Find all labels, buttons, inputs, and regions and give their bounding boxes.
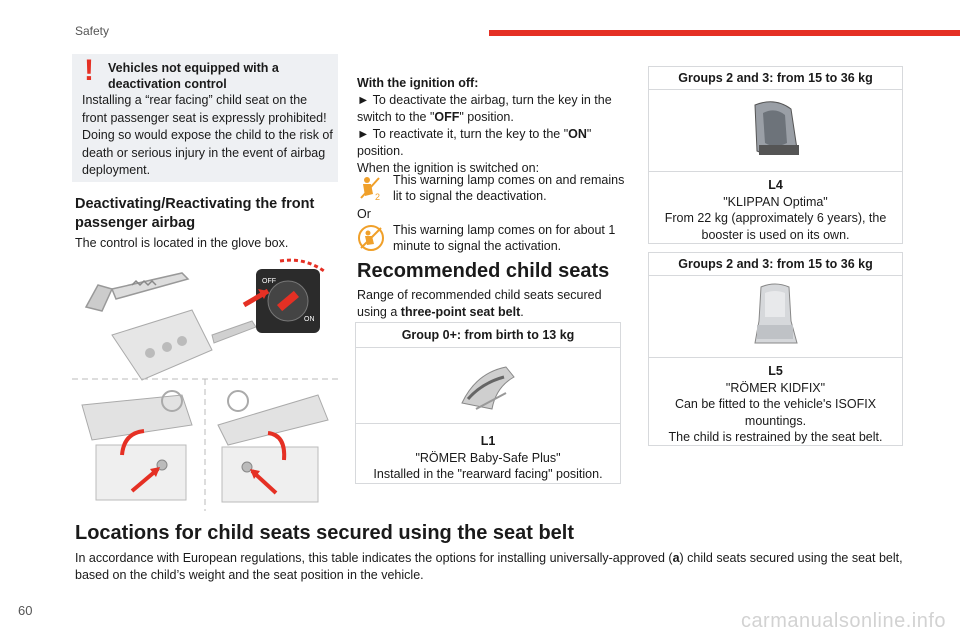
card-l5-code: L5 — [768, 364, 783, 378]
intro-text: using a — [357, 305, 401, 319]
svg-text:OFF: OFF — [262, 278, 276, 285]
or-text: Or — [357, 207, 371, 221]
key-fob-icon — [112, 310, 256, 380]
step1-line2 — [357, 109, 627, 126]
step2-line2: position. — [357, 144, 404, 158]
on-label: ON — [568, 127, 587, 141]
card-l1-desc: Installed in the "rearward facing" position. — [373, 467, 603, 481]
deactivating-heading-line1: Deactivating/Reactivating the front — [75, 196, 315, 212]
card-l4-text — [653, 177, 898, 243]
locations-heading: Locations for child seats secured using the seat belt — [75, 522, 575, 544]
step1-text-b: " position. — [459, 110, 514, 124]
glovebox-text: The control is located in the glove box. — [75, 236, 289, 250]
card-l1-name: "RÖMER Baby-Safe Plus" — [415, 450, 561, 465]
step2-text-b: " — [586, 127, 592, 141]
lamp1-text: This warning lamp comes on and remains lit to signal the deactivation. — [393, 173, 625, 203]
deactivating-heading — [75, 195, 314, 233]
ignition-on-text: When the ignition is switched on: — [357, 161, 540, 175]
card-l5-desc1: Can be fitted to the vehicle's ISOFIX mountings. — [674, 397, 877, 428]
locations-text-bold: a — [672, 551, 680, 565]
card-l5-group: Groups 2 and 3: from 15 to 36 kg — [678, 257, 873, 271]
lamp2-text: This warning lamp comes on for about 1 minute to signal the activation. — [393, 223, 616, 253]
intro-period: . — [520, 305, 524, 319]
step2-text-a: ► To reactivate it, turn the key to the " — [357, 127, 569, 141]
locations-text-b: ) child seats secured using the seat belt, — [679, 551, 903, 565]
intro-line2 — [357, 304, 627, 321]
baby-seat-image — [456, 353, 520, 417]
child-seat-card-l1 — [355, 322, 621, 484]
step1-line1: ► To deactivate the airbag, turn the key in the — [357, 93, 612, 107]
ignition-block — [357, 75, 627, 177]
intro-bold: three-point seat belt — [400, 305, 521, 319]
child-seat-card-l5 — [648, 252, 903, 446]
klippan-seat-image — [741, 95, 809, 163]
svg-text:ON: ON — [304, 316, 315, 323]
card-l4-code: L4 — [768, 178, 783, 192]
deactivating-heading-line2: passenger airbag — [75, 215, 196, 231]
ignition-off-heading: With the ignition off: — [357, 76, 479, 90]
watermark: carmanualsonline.info — [740, 610, 946, 632]
card-l1-text — [360, 433, 616, 483]
airbag-switch-icon — [256, 269, 320, 333]
romer-kidfix-seat-image — [745, 281, 805, 351]
locations-line1 — [75, 550, 915, 567]
section-title: Safety — [75, 24, 110, 38]
card-l4-desc: From 22 kg (approximately 6 years), the booster is used on its own. — [664, 211, 887, 242]
card-l4-group: Groups 2 and 3: from 15 to 36 kg — [678, 71, 873, 85]
card-l4-name: "KLIPPAN Optima" — [723, 194, 828, 209]
child-seat-card-l4 — [648, 66, 903, 244]
intro-line1: Range of recommended child seats secured — [357, 288, 602, 302]
svg-text:2: 2 — [375, 192, 381, 202]
recommended-heading: Recommended child seats — [357, 260, 610, 282]
card-l5-desc2: The child is restrained by the seat belt. — [668, 430, 883, 444]
warning-body: Installing a “rear facing” child seat on the front passenger seat is expressly prohibited! Doing so would expose the child to the risk of death or serious injury in the event of airbag deployment. — [82, 93, 333, 177]
airbag-control-illustration — [72, 255, 338, 511]
airbag-on-lamp-icon — [357, 224, 385, 252]
header-accent-bar — [489, 30, 960, 36]
card-l5-text — [653, 363, 898, 446]
step2-line1 — [357, 126, 627, 143]
recommended-intro — [357, 287, 627, 321]
locations-text-a: In accordance with European regulations, this table indicates the options for installing universally-approved ( — [75, 551, 673, 565]
airbag-off-lamp-icon — [357, 174, 385, 202]
locations-line2: based on the child’s weight and the seat position in the vehicle. — [75, 568, 424, 582]
key-icon — [86, 273, 188, 311]
off-label: OFF — [434, 110, 460, 124]
card-l5-name: "RÖMER KIDFIX" — [725, 380, 826, 395]
card-l1-code: L1 — [480, 434, 496, 448]
warning-exclamation-icon: ! — [84, 54, 94, 87]
step1-text-a: switch to the " — [357, 110, 435, 124]
warning-title: Vehicles not equipped with a deactivation control — [108, 61, 279, 91]
page-number: 60 — [18, 603, 33, 618]
card-l1-group: Group 0+: from birth to 13 kg — [401, 328, 575, 342]
locations-text — [75, 550, 915, 584]
